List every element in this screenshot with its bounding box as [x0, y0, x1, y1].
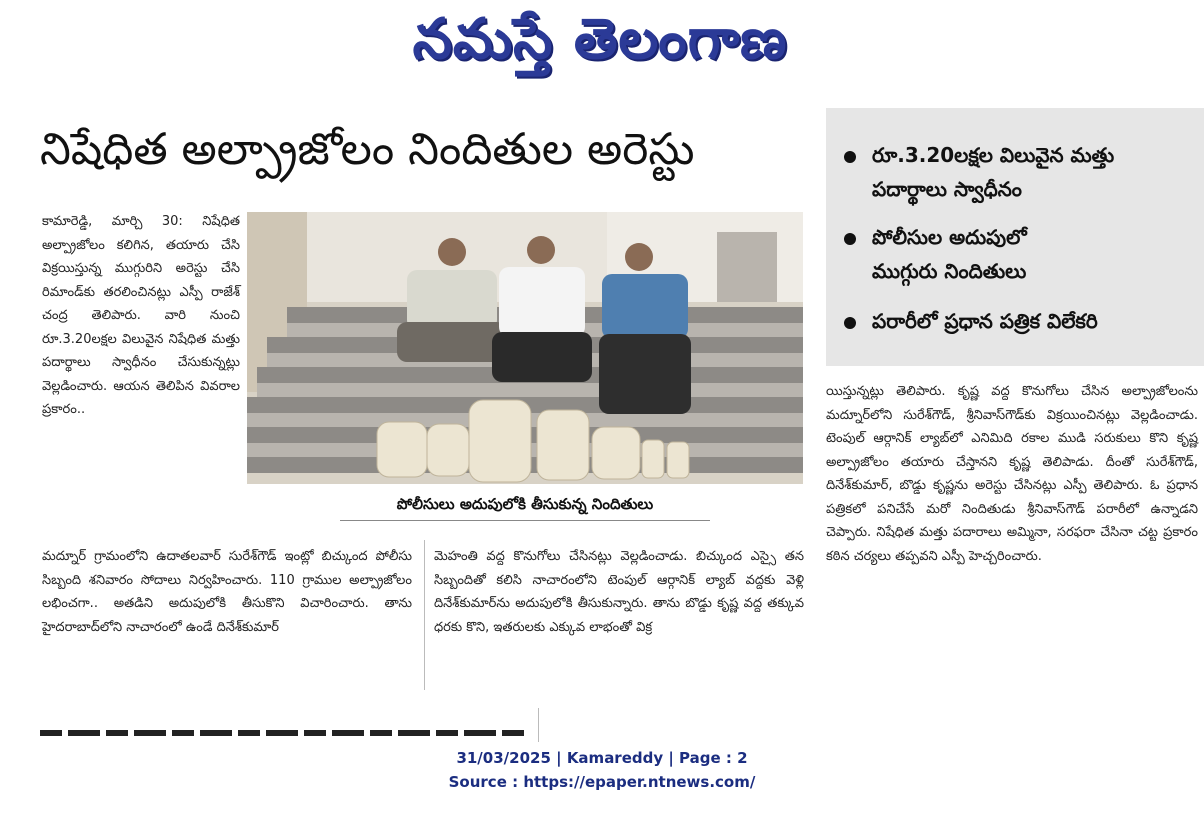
bullet-icon: [844, 233, 856, 245]
newspaper-masthead: నమస్తే తెలంగాణ: [412, 6, 788, 72]
highlight-item: [844, 138, 1114, 206]
highlight-text-continued: పదార్థాలు స్వాధీనం: [872, 177, 1022, 201]
article-paragraph: యిస్తున్నట్లు తెలిపారు. కృష్ణ వద్ద కొనుగోలు చేసిన అల్ప్రాజోలంను మద్నూర్‌లోని సురేశ్‌గౌడ్, శ్రీనివాస్‌గౌడ్‌కు విక్రయించినట్లు వెల్లడించాడు. టెంపుల్ ఆర్గానిక్ ల్యాబ్‌లో ఎనిమిది రకాల ముడి సరుకులు కొని కృష్ణ అల్ప్రాజోలం తయారు చేస్తానని కృష్ణ తెలిపాడు. దీంతో సురేశ్‌గౌడ్, దినేశ్‌కుమార్, బొడ్డు కృష్ణను అరెస్టు చేసినట్లు ఎస్పీ తెలిపారు. ఓ ప్రధాన పత్రికలో పనిచేసే మరో నిందితుడు శ్రీనివాస్‌గౌడ్ పరారీలో ఉన్నాడని చెప్పారు. నిషేధిత మత్తు పదారాలు అమ్మినా, సరఫరా చేసినా చట్ట ప్రకారం కఠిన చర్యలు తప్పవని ఎస్పీ హెచ్చరించారు.: [826, 384, 1198, 564]
article-paragraph: కామారెడ్డి, మార్చి 30: నిషేధిత అల్ప్రాజోలం కలిగిన, తయారు చేసి విక్రయిస్తున్న ముగ్గురిని అరెస్టు చేసి రిమాండ్‌కు తరలించినట్లు ఎస్పీ రాజేశ్ చంద్ర తెలిపారు. వారి నుంచి రూ.3.20లక్షల విలువైన నిషేధిత మత్తు పదార్థాలు స్వాధీనం చేసుకున్నట్లు వెల్లడించారు. ఆయన తెలిపిన వివరాల ప్రకారం..: [42, 214, 240, 417]
photo-caption: పోలీసులు అదుపులోకి తీసుకున్న నిందితులు: [396, 495, 654, 513]
footer-date-line: 31/03/2025 | Kamareddy | Page : 2: [456, 749, 748, 767]
article-headline: నిషేధిత అల్ప్రాజోలం నిందితుల అరెస్టు: [40, 124, 695, 175]
caption-divider: [340, 520, 710, 521]
news-photo: [247, 212, 803, 484]
article-column-bottom-middle: [434, 545, 804, 639]
bullet-icon: [844, 317, 856, 329]
highlight-text: రూ.3.20లక్షల విలువైన మత్తు: [872, 143, 1115, 167]
column-divider: [424, 540, 425, 690]
highlight-text: పరారీలో ప్రధాన పత్రిక విలేకరి: [872, 309, 1098, 333]
highlight-item: [844, 220, 1027, 288]
bullet-icon: [844, 151, 856, 163]
arrested-accused-photo: [247, 212, 803, 484]
highlight-text-continued: ముగ్గురు నిందితులు: [872, 259, 1027, 283]
article-column-right: [826, 380, 1198, 568]
highlight-text: పోలీసుల అదుపులో: [872, 225, 1027, 249]
footer-source-line: Source : https://epaper.ntnews.com/: [448, 773, 756, 791]
article-column-bottom-left: [42, 545, 412, 639]
article-paragraph: మద్నూర్ గ్రామంలోని ఉదాతలవార్ సురేశ్‌గౌడ్ ఇంట్లో బిచ్కుంద పోలీసు సిబ్బంది శనివారం సోదాలు నిర్వహించారు. 110 గ్రాముల అల్ప్రాజోలం లభించగా.. అతడిని అదుపులోకి తీసుకొని విచారించారు. తాను హైదరాబాద్‌లోని నాచారంలో ఉండే దినేశ్‌కుమార్: [42, 549, 412, 635]
column-divider: [538, 708, 539, 742]
article-paragraph: మెహంతి వద్ద కొనుగోలు చేసినట్లు వెల్లడించాడు. బిచ్కుంద ఎస్సై తన సిబ్బందితో కలిసి నాచారంలోని టెంపుల్ ఆర్గానిక్ ల్యాబ్ వద్దకు వెళ్లి దినేశ్‌కుమార్‌ను అదుపులోకి తీసుకున్నారు. తాను బొడ్డు కృష్ణ వద్ద తక్కువ ధరకు కొని, ఇతరులకు ఎక్కువ లాభంతో విక్ర: [434, 549, 804, 635]
highlights-box: [826, 108, 1204, 366]
article-column-left: [42, 210, 240, 422]
next-article-cut-headline: [40, 722, 528, 736]
highlight-item: [844, 304, 1098, 338]
